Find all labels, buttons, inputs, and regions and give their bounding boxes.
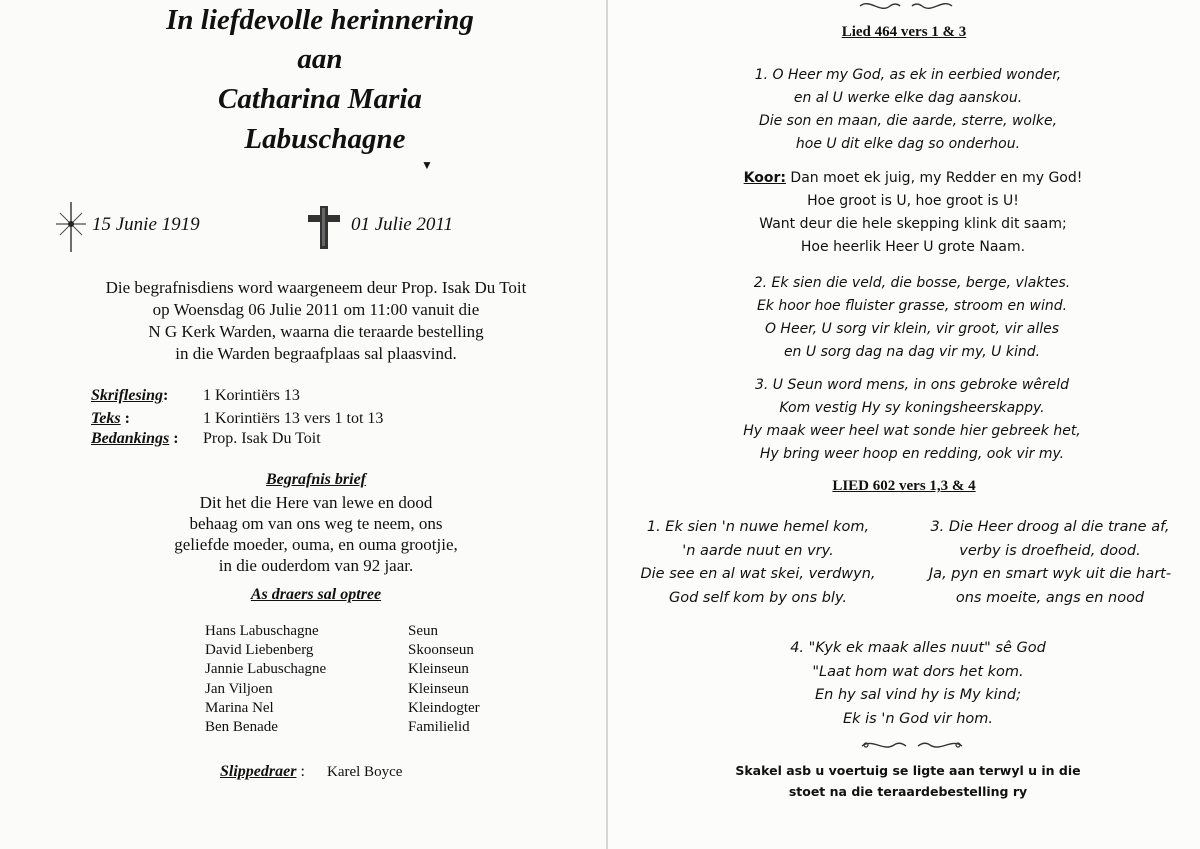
bearer-relation: Kleinseun — [408, 661, 469, 678]
pallbearer-row — [220, 763, 305, 781]
chorus-line: Hoe heerlik Heer U grote Naam. — [800, 239, 1026, 255]
chorus-line — [608, 167, 1200, 190]
verse-line: God self kom by ons bly. — [668, 589, 848, 606]
verse-line: hoe U dit elke dag so onderhou. — [795, 136, 1021, 152]
title-line-4: Labuschagne — [244, 123, 406, 155]
star-icon — [54, 202, 88, 252]
detail-value-text: 1 Korintiërs 13 vers 1 tot 13 — [203, 410, 384, 427]
detail-label: Bedankings — [91, 430, 170, 447]
bearers-relations — [408, 622, 480, 737]
bearer-name: Ben Benade — [205, 719, 278, 736]
detail-label: Skriflesing — [91, 387, 164, 404]
bearer-name: Jannie Labuschagne — [205, 661, 327, 678]
ornament-top-icon — [856, 0, 956, 16]
bearers-heading: As draers sal optree — [250, 586, 382, 603]
letter-line: in die ouderdom van 92 jaar. — [218, 556, 414, 575]
bearer-relation: Skoonseun — [408, 642, 474, 659]
service-line: in die Warden begraafplaas sal plaasvind. — [175, 344, 457, 363]
service-line: op Woensdag 06 Julie 2011 om 11:00 vanuit die — [152, 300, 480, 319]
closing-line: stoet na die teraardebestelling ry — [788, 784, 1028, 799]
verse-line: 'n aarde nuut en vry. — [682, 542, 834, 559]
closing-note — [608, 760, 1200, 802]
right-page — [608, 0, 1200, 849]
detail-row-text — [91, 410, 130, 428]
detail-suffix: : — [120, 410, 130, 427]
verse-line: Die see en al wat skei, verdwyn, — [640, 566, 876, 582]
letter-heading: Begrafnis brief — [266, 471, 366, 488]
detail-value-reading: 1 Korintiërs 13 — [203, 387, 300, 404]
letter-line: Dit het die Here van lewe en dood — [199, 493, 433, 512]
verse-line: Hy bring weer hoop en redding, ook vir my. — [759, 446, 1065, 462]
chorus-line: Want deur die hele skepping klink dit saam; — [759, 216, 1067, 232]
verse-line: Hy maak weer heel wat sonde hier gebreek het, — [743, 423, 1081, 439]
verse-line: ons moeite, angs en nood — [955, 589, 1145, 606]
title-line-3: Catharina Maria — [218, 83, 422, 115]
detail-value-thanks: Prop. Isak Du Toit — [203, 430, 321, 447]
detail-suffix: : — [163, 387, 169, 404]
verse-line: 3. U Seun word mens, in ons gebroke wêreld — [754, 377, 1070, 393]
bearer-name: Hans Labuschagne — [205, 623, 319, 639]
verse-line: verby is droefheid, dood. — [959, 542, 1141, 559]
bearer-relation: Kleinseun — [408, 680, 469, 697]
verse-line: 2. Ek sien die veld, die bosse, berge, vlaktes. — [753, 275, 1071, 291]
bearers-names — [205, 622, 326, 737]
letter-line: behaag om van ons weg te neem, ons — [189, 514, 443, 533]
verse-line: En hy sal vind hy is My kind; — [814, 687, 1021, 703]
cross-icon — [304, 204, 344, 250]
verse-line: 1. Ek sien 'n nuwe hemel kom, — [646, 519, 870, 535]
pallbearer-suffix: : — [296, 763, 305, 780]
chorus-text: Dan moet ek juig, my Redder en my God! — [785, 170, 1083, 186]
letter-text — [0, 492, 606, 576]
service-line: Die begrafnisdiens word waargeneem deur Prop. Isak Du Toit — [105, 278, 527, 297]
verse-line: Ek is 'n God vir hom. — [842, 710, 994, 727]
closing-line: Skakel asb u voertuig se ligte aan terwyl u in die — [735, 763, 1081, 778]
service-info — [0, 277, 606, 365]
verse-line: O Heer, U sorg vir klein, vir groot, vir alles — [764, 321, 1060, 337]
ornament-bottom-icon — [858, 737, 968, 753]
death-date: 01 Julie 2011 — [351, 214, 454, 235]
mark: ▼ — [421, 158, 433, 172]
pallbearer-name: Karel Boyce — [327, 764, 403, 780]
bearer-relation: Kleindogter — [408, 699, 480, 716]
pallbearer-label: Slippedraer — [220, 763, 297, 780]
hymn1-verse3 — [608, 374, 1200, 466]
verse-line: en al U werke elke dag aanskou. — [793, 90, 1023, 106]
verse-line: 1. O Heer my God, as ek in eerbied wonder, — [754, 67, 1062, 83]
hymn2-verse4 — [608, 637, 1200, 731]
hymn2-verse3 — [900, 516, 1200, 610]
verse-line: 3. Die Heer droog al die trane af, — [930, 519, 1170, 535]
verse-line: 4. "Kyk ek maak alles nuut" sê God — [790, 640, 1046, 656]
bearer-relation: Familielid — [408, 719, 470, 736]
hymn1-verse1 — [608, 64, 1200, 156]
verse-line: Ek hoor hoe fluister grasse, stroom en wind. — [756, 298, 1068, 314]
chorus-line: Hoe groot is U, hoe groot is U! — [807, 193, 1019, 209]
verse-line: "Laat hom wat dors het kom. — [812, 663, 1024, 680]
bearer-relation: Seun — [408, 623, 438, 639]
bearer-name: Marina Nel — [205, 699, 274, 716]
bearer-name: Jan Viljoen — [205, 680, 273, 697]
bearer-name: David Liebenberg — [205, 642, 314, 659]
verse-line: en U sorg dag na dag vir my, U kind. — [783, 344, 1041, 360]
verse-line: Kom vestig Hy sy koningsheerskappy. — [779, 400, 1045, 416]
detail-suffix: : — [169, 430, 179, 447]
verse-line: Ja, pyn en smart wyk uit die hart- — [928, 566, 1172, 582]
birth-date: 15 Junie 1919 — [92, 214, 200, 235]
detail-label: Teks — [91, 410, 121, 427]
letter-line: geliefde moeder, ouma, en ouma grootjie, — [174, 535, 458, 554]
hymn1-verse2 — [608, 272, 1200, 364]
chorus-label: Koor: — [743, 170, 786, 186]
detail-row-thanks — [91, 430, 179, 448]
hymn2-verse1 — [608, 516, 908, 610]
title-line-1: In liefdevolle herinnering — [166, 4, 474, 36]
hymn1-title: Lied 464 vers 1 & 3 — [841, 24, 967, 40]
hymn1-chorus — [608, 167, 1200, 259]
verse-line: Die son en maan, die aarde, sterre, wolke, — [758, 113, 1058, 129]
detail-row-reading — [91, 387, 168, 405]
service-line: N G Kerk Warden, waarna die teraarde bestelling — [148, 322, 484, 341]
hymn2-title: LIED 602 vers 1,3 & 4 — [832, 478, 976, 494]
title-line-2: aan — [297, 43, 343, 75]
